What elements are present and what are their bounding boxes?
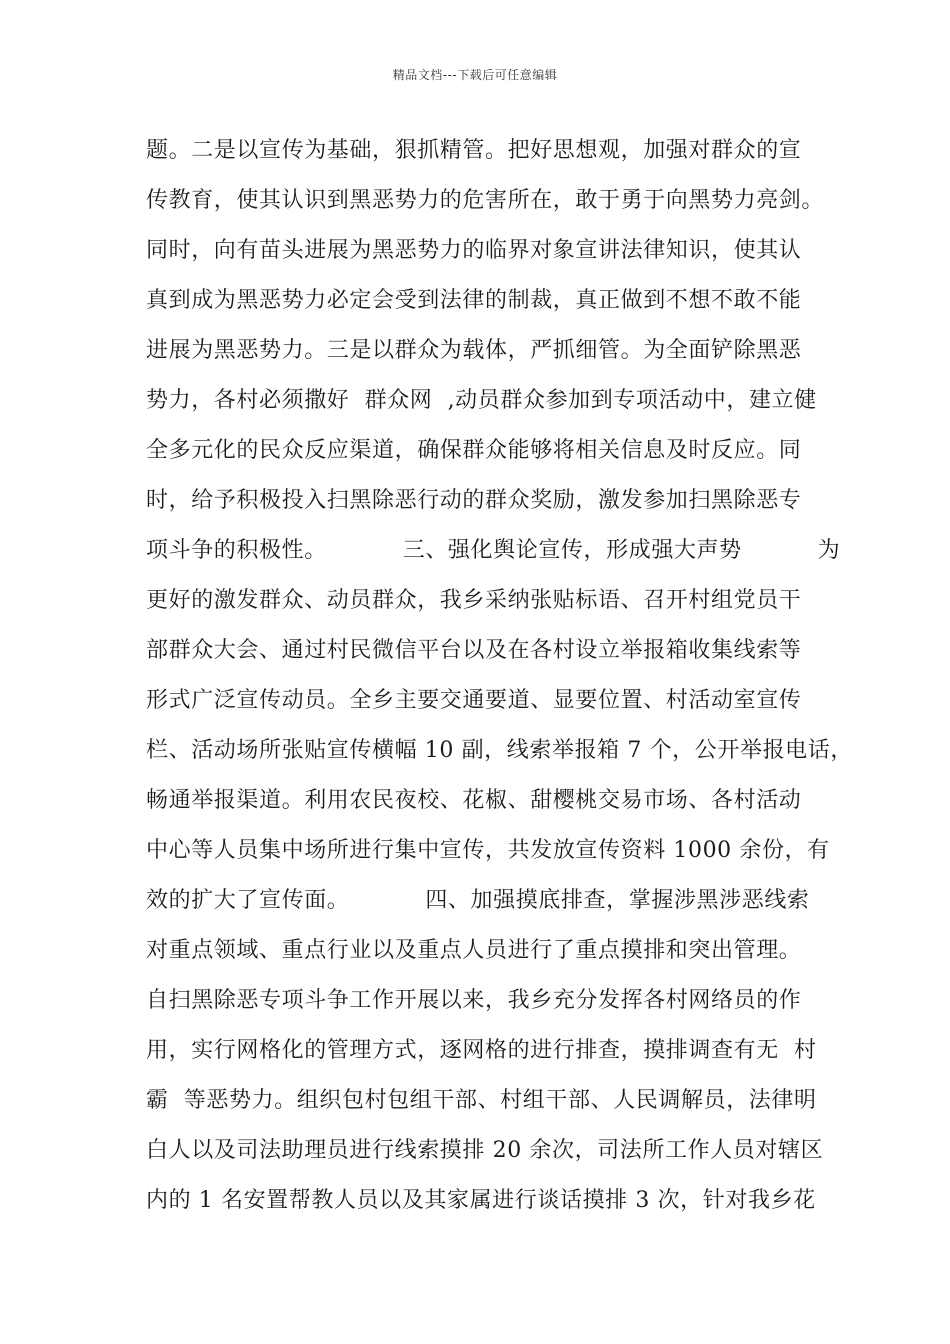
text-line: 内的 1 名安置帮教人员以及其家属进行谈话摸排 3 次，针对我乡花 [146, 1188, 816, 1213]
text-line: 题。二是以宣传为基础，狠抓精管。把好思想观，加强对群众的宣 [146, 138, 802, 163]
text-line: 同时，向有苗头进展为黑恶势力的临界对象宣讲法律知识，使其认 [146, 238, 802, 263]
text-line: 对重点领域、重点行业以及重点人员进行了重点摸排和突出管理。 [146, 938, 802, 963]
text-line: 霸 等恶势力。组织包村包组干部、村组干部、人民调解员，法律明 [146, 1088, 817, 1113]
text-line: 进展为黑恶势力。三是以群众为载体，严抓细管。为全面铲除黑恶 [146, 338, 802, 363]
text-line: 形式广泛宣传动员。全乡主要交通要道、显要位置、村活动室宣传 [146, 688, 802, 713]
text-line: 畅通举报渠道。利用农民夜校、花椒、甜樱桃交易市场、各村活动 [146, 788, 802, 813]
text-line: 时，给予积极投入扫黑除恶行动的群众奖励，激发参加扫黑除恶专 [146, 488, 802, 513]
text-line: 真到成为黑恶势力必定会受到法律的制裁，真正做到不想不敢不能 [146, 288, 802, 313]
text-line: 中心等人员集中场所进行集中宣传，共发放宣传资料 1000 余份，有 [146, 838, 830, 863]
text-line: 部群众大会、通过村民微信平台以及在各村设立举报箱收集线索等 [146, 638, 802, 663]
text-line: 传教育，使其认识到黑恶势力的危害所在，敢于勇于向黑势力亮剑。 [146, 188, 825, 213]
text-line: 势力，各村必须撒好 群众网 ,动员群众参加到专项活动中，建立健 [146, 388, 817, 413]
text-line: 白人以及司法助理员进行线索摸排 20 余次，司法所工作人员对辖区 [146, 1138, 824, 1163]
text-line: 项斗争的积极性。 三、强化舆论宣传，形成强大声势 为 [146, 538, 841, 563]
body-text [146, 132, 853, 1232]
text-line: 自扫黑除恶专项斗争工作开展以来，我乡充分发挥各村网络员的作 [146, 988, 802, 1013]
text-line: 用，实行网格化的管理方式，逐网格的进行排查，摸排调查有无 村 [146, 1038, 817, 1063]
text-line: 全多元化的民众反应渠道，确保群众能够将相关信息及时反应。同 [146, 438, 802, 463]
text-line: 栏、活动场所张贴宣传横幅 10 副，线索举报箱 7 个，公开举报电话， [146, 738, 853, 763]
page-header: 精品文档---下载后可任意编辑 [392, 68, 558, 82]
text-line: 效的扩大了宣传面。 四、加强摸底排查，掌握涉黑涉恶线索 [146, 888, 810, 913]
text-line: 更好的激发群众、动员群众，我乡采纳张贴标语、召开村组党员干 [146, 588, 802, 613]
